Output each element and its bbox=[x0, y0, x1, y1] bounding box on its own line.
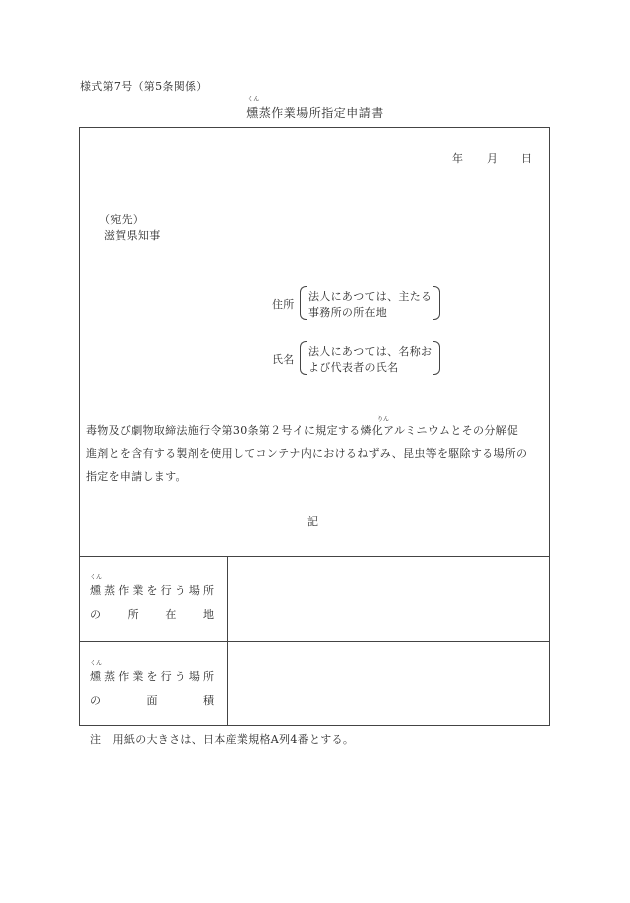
body-text-line-3: 指定を申請します。 bbox=[86, 470, 187, 483]
row1-label-line-1 bbox=[90, 582, 214, 598]
char: 作 bbox=[118, 670, 130, 683]
char: 所 bbox=[203, 584, 214, 597]
char: 燻 bbox=[90, 584, 101, 597]
char: う bbox=[174, 670, 186, 683]
address-note-line-2: 事務所の所在地 bbox=[308, 306, 388, 319]
row-divider bbox=[79, 556, 550, 557]
title-ruby: くん bbox=[247, 96, 260, 103]
char: 面 bbox=[146, 694, 158, 707]
row-divider bbox=[79, 641, 550, 642]
body-text-line-1: 毒物及び劇物取締法施行令第30条第２号イに規定する燐化アルミニウムとその分解促 bbox=[86, 424, 519, 437]
char: 在 bbox=[165, 608, 177, 621]
row1-label-line-2 bbox=[90, 606, 214, 622]
bracket-open bbox=[300, 286, 307, 320]
char: 積 bbox=[203, 694, 214, 707]
date-month: 月 bbox=[487, 152, 499, 165]
address-note-line-1: 法人にあつては、主たる bbox=[308, 290, 433, 303]
addressee-name: 滋賀県知事 bbox=[104, 229, 161, 242]
name-note-line-1: 法人にあつては、名称お bbox=[308, 345, 433, 358]
char: 燻 bbox=[90, 670, 101, 683]
bracket-close bbox=[433, 286, 440, 320]
date-day: 日 bbox=[521, 152, 533, 165]
char: 行 bbox=[160, 584, 172, 597]
char: 業 bbox=[132, 584, 144, 597]
char: を bbox=[146, 584, 158, 597]
char: 蒸 bbox=[104, 584, 116, 597]
date-year: 年 bbox=[452, 152, 464, 165]
char: う bbox=[174, 584, 186, 597]
form-title-text: 燻蒸作業場所指定申請書 bbox=[246, 106, 384, 120]
name-note-line-2: よび代表者の氏名 bbox=[308, 361, 399, 374]
char: 場 bbox=[188, 584, 200, 597]
char: 蒸 bbox=[104, 670, 116, 683]
row2-ruby: くん bbox=[90, 660, 103, 667]
form-number: 様式第7号（第5条関係） bbox=[80, 80, 208, 93]
char: 場 bbox=[188, 670, 200, 683]
column-divider bbox=[227, 556, 228, 726]
rin-ruby: りん bbox=[377, 416, 390, 423]
row1-ruby: くん bbox=[90, 574, 103, 581]
char: 地 bbox=[202, 608, 214, 621]
ki-label: 記 bbox=[307, 515, 319, 528]
title-wrap bbox=[0, 96, 630, 121]
address-label: 住所 bbox=[272, 298, 295, 311]
body-text-line-2: 進剤とを含有する製剤を使用してコンテナ内におけるねずみ、昆虫等を駆除する場所の bbox=[86, 447, 528, 460]
bracket-close bbox=[433, 341, 440, 375]
addressee-prefix: （宛先） bbox=[99, 213, 145, 226]
form-title bbox=[246, 96, 384, 121]
name-label: 氏名 bbox=[272, 353, 295, 366]
bracket-open bbox=[300, 341, 307, 375]
char: 所 bbox=[127, 608, 139, 621]
char: 業 bbox=[132, 670, 144, 683]
row2-label-line-1 bbox=[90, 668, 214, 684]
char: の bbox=[90, 608, 101, 621]
row2-label-line-2 bbox=[90, 692, 214, 708]
footnote: 注 用紙の大きさは、日本産業規格A列4番とする。 bbox=[90, 733, 355, 746]
char: 作 bbox=[118, 584, 130, 597]
char: 所 bbox=[203, 670, 214, 683]
char: を bbox=[146, 670, 158, 683]
char: の bbox=[90, 694, 101, 707]
char: 行 bbox=[160, 670, 172, 683]
